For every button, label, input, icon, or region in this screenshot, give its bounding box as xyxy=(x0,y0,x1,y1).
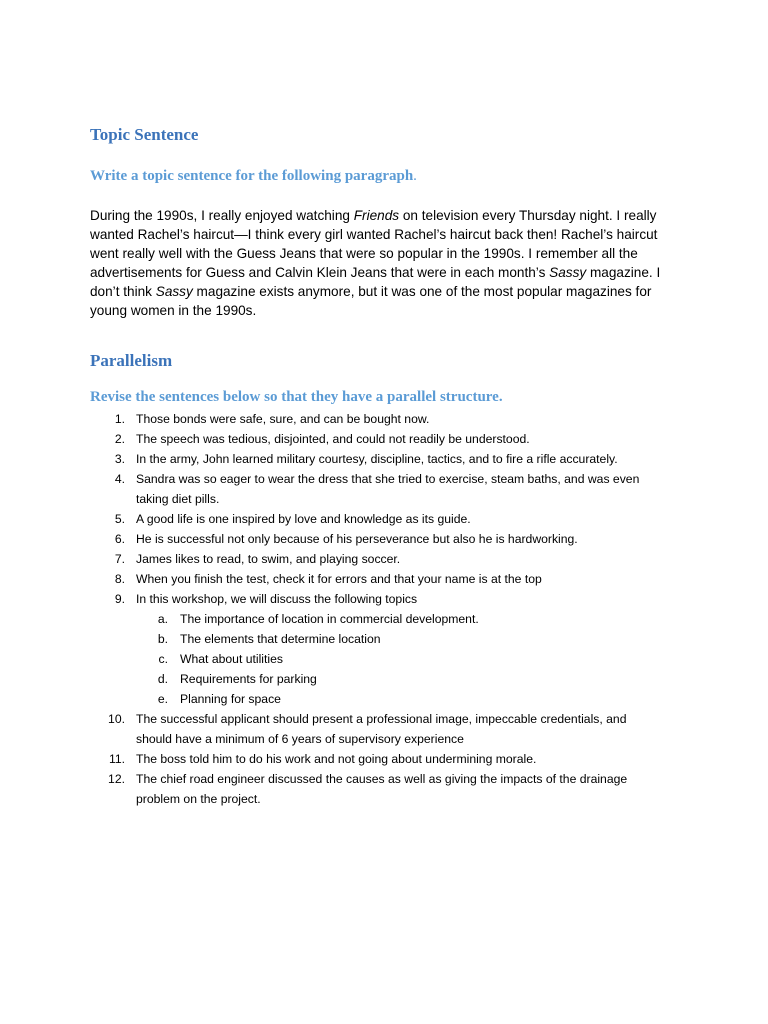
list-item xyxy=(90,589,690,609)
list-item xyxy=(90,769,690,789)
list-item-number: 2. xyxy=(114,432,125,446)
sub-list-item-text: What about utilities xyxy=(180,652,283,666)
paragraph-line xyxy=(90,206,680,225)
paragraph-line xyxy=(90,282,680,301)
list-item-text: taking diet pills. xyxy=(136,492,220,506)
list-item-number: 10. xyxy=(108,712,125,726)
list-item-text: Sandra was so eager to wear the dress that she tried to exercise, steam baths, and was even xyxy=(136,472,640,486)
sub-list-item xyxy=(90,629,690,649)
parallelism-instruction: Revise the sentences below so that they have a parallel structure. xyxy=(90,389,503,405)
list-item-continuation xyxy=(90,729,690,749)
list-item xyxy=(90,549,690,569)
list-item-number: 9. xyxy=(114,592,125,606)
list-item-text: When you finish the test, check it for errors and that your name is at the top xyxy=(136,572,542,586)
list-item xyxy=(90,449,690,469)
paragraph-line: young women in the 1990s. xyxy=(90,303,257,318)
list-item-text: problem on the project. xyxy=(136,792,261,806)
list-item xyxy=(90,529,690,549)
sub-list-item-letter: e. xyxy=(157,692,168,706)
list-item-number: 12. xyxy=(108,772,125,786)
paragraph-text: magazine. I xyxy=(586,265,661,280)
list-item xyxy=(90,469,690,489)
sub-list-item-letter: c. xyxy=(158,652,168,666)
paragraph-text: on television every Thursday night. I really xyxy=(399,208,657,223)
paragraph-text: During the 1990s, I really enjoyed watching xyxy=(90,208,354,223)
list-item-text: The speech was tedious, disjointed, and could not readily be understood. xyxy=(136,432,530,446)
list-item-text: The chief road engineer discussed the causes as well as giving the impacts of the drainage xyxy=(136,772,628,786)
list-item-continuation xyxy=(90,489,690,509)
list-item xyxy=(90,509,690,529)
topic-sentence-instruction-text: Write a topic sentence for the following paragraph xyxy=(90,168,414,184)
list-item xyxy=(90,429,690,449)
list-item-number: 4. xyxy=(114,472,125,486)
list-item-text: Those bonds were safe, sure, and can be bought now. xyxy=(136,412,430,426)
paragraph-text: don’t think xyxy=(90,284,156,299)
list-item-continuation xyxy=(90,789,690,809)
topic-sentence-heading: Topic Sentence xyxy=(90,125,199,144)
topic-sentence-instruction xyxy=(90,168,417,185)
list-item-number: 3. xyxy=(114,452,125,466)
topic-paragraph xyxy=(90,206,680,320)
list-item-number: 5. xyxy=(114,512,125,526)
paragraph-italic-text: Sassy xyxy=(549,265,587,280)
list-item xyxy=(90,709,690,729)
list-item-text: should have a minimum of 6 years of supervisory experience xyxy=(136,732,464,746)
paragraph-line xyxy=(90,263,680,282)
sub-list-item-text: The elements that determine location xyxy=(180,632,381,646)
list-item-number: 6. xyxy=(114,532,125,546)
list-item-number: 8. xyxy=(114,572,125,586)
list-item-text: In the army, John learned military courtesy, discipline, tactics, and to fire a rifle accurately. xyxy=(136,452,618,466)
sub-list-item xyxy=(90,669,690,689)
list-item-number: 7. xyxy=(114,552,125,566)
paragraph-line: went really well with the Guess Jeans that were so popular in the 1990s. I remember all the xyxy=(90,246,638,261)
sub-list-item xyxy=(90,609,690,629)
sub-list-item xyxy=(90,689,690,709)
parallelism-list xyxy=(90,409,690,809)
list-item-text: He is successful not only because of his perseverance but also he is hardworking. xyxy=(136,532,578,546)
list-item xyxy=(90,409,690,429)
sub-list-item xyxy=(90,649,690,669)
list-item xyxy=(90,749,690,769)
sub-list-item-text: Requirements for parking xyxy=(180,672,317,686)
sub-list-item-text: The importance of location in commercial development. xyxy=(180,612,479,626)
parallelism-heading: Parallelism xyxy=(90,351,173,370)
list-item-number: 1. xyxy=(114,412,125,426)
list-item-text: A good life is one inspired by love and knowledge as its guide. xyxy=(136,512,471,526)
paragraph-text: advertisements for Guess and Calvin Klein Jeans that were in each month’s xyxy=(90,265,550,280)
paragraph-text: magazine exists anymore, but it was one of the most popular magazines for xyxy=(192,284,652,299)
paragraph-italic-text: Sassy xyxy=(155,284,193,299)
sub-list-item-letter: b. xyxy=(157,632,168,646)
list-item-text: James likes to read, to swim, and playing soccer. xyxy=(136,552,401,566)
list-item-text: The successful applicant should present a professional image, impeccable credentials, and xyxy=(136,712,627,726)
sub-list-item-letter: d. xyxy=(157,672,168,686)
topic-sentence-instruction-period: . xyxy=(413,168,417,184)
list-item-text: The boss told him to do his work and not going about undermining morale. xyxy=(136,752,537,766)
paragraph-line: wanted Rachel’s haircut—I think every girl wanted Rachel’s haircut back then! Rachel’s haircut xyxy=(90,227,658,242)
list-item-text: In this workshop, we will discuss the following topics xyxy=(136,592,418,606)
paragraph-italic-text: Friends xyxy=(353,208,400,223)
sub-list-item-text: Planning for space xyxy=(180,692,281,706)
sub-list-item-letter: a. xyxy=(157,612,168,626)
list-item xyxy=(90,569,690,589)
list-item-number: 11. xyxy=(108,752,125,766)
